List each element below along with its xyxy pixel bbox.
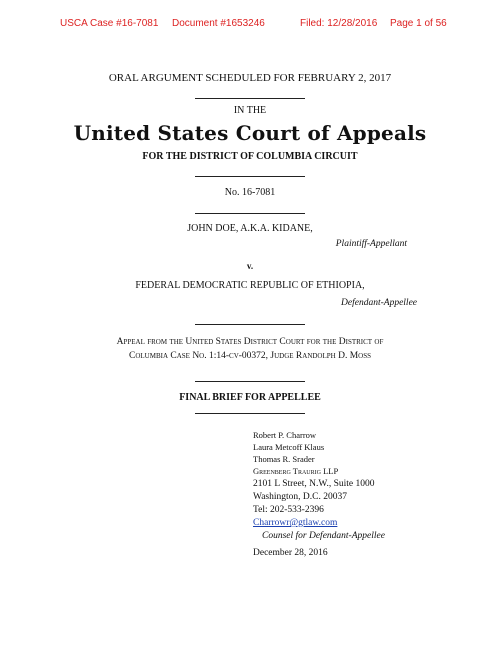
brief-title: FINAL BRIEF FOR APPELLEE [179, 392, 321, 403]
header-case-number: USCA Case #16-7081 [60, 18, 159, 29]
circuit-name: FOR THE DISTRICT OF COLUMBIA CIRCUIT [142, 151, 358, 162]
plaintiff-name: JOHN DOE, A.K.A. KIDANE, [187, 223, 313, 234]
divider [195, 176, 305, 177]
divider [195, 324, 305, 325]
case-number: No. 16-7081 [224, 187, 276, 198]
court-name: United States Court of Appeals [73, 121, 427, 145]
firm-telephone: Tel: 202-533-2396 [253, 505, 324, 515]
oral-argument-notice: ORAL ARGUMENT SCHEDULED FOR FEBRUARY 2, 2017 [108, 72, 392, 84]
divider [195, 213, 305, 214]
filing-date: December 28, 2016 [253, 548, 328, 558]
attorney-name-1: Robert P. Charrow [253, 430, 317, 440]
email-link[interactable]: Charrowr@gtlaw.com [253, 518, 338, 528]
counsel-role: Counsel for Defendant-Appellee [262, 531, 385, 541]
in-the-label: IN THE [233, 105, 267, 116]
defendant-name: FEDERAL DEMOCRATIC REPUBLIC OF ETHIOPIA, [135, 280, 365, 291]
filing-header [60, 18, 445, 32]
appeal-line-2: Columbia Case No. 1:14-cv-00372, Judge Randolph D. Moss [129, 351, 371, 361]
attorney-name-3: Thomas R. Srader [253, 454, 315, 464]
firm-street: 2101 L Street, N.W., Suite 1000 [253, 479, 375, 489]
divider [195, 98, 305, 99]
plaintiff-role: Plaintiff-Appellant [335, 239, 407, 249]
versus-label: v. [246, 261, 254, 271]
header-filed-date: Filed: 12/28/2016 [300, 18, 378, 29]
divider [195, 413, 305, 414]
header-page-count: Page 1 of 56 [390, 18, 447, 29]
law-firm: Greenberg Traurig LLP [253, 466, 339, 476]
defendant-role: Defendant-Appellee [341, 298, 417, 308]
appeal-line-1: Appeal from the United States District Court for the District of [116, 337, 384, 347]
divider [195, 381, 305, 382]
attorney-name-2: Laura Metcoff Klaus [253, 442, 325, 452]
firm-city: Washington, D.C. 20037 [253, 492, 347, 502]
header-document-number: Document #1653246 [172, 18, 265, 29]
